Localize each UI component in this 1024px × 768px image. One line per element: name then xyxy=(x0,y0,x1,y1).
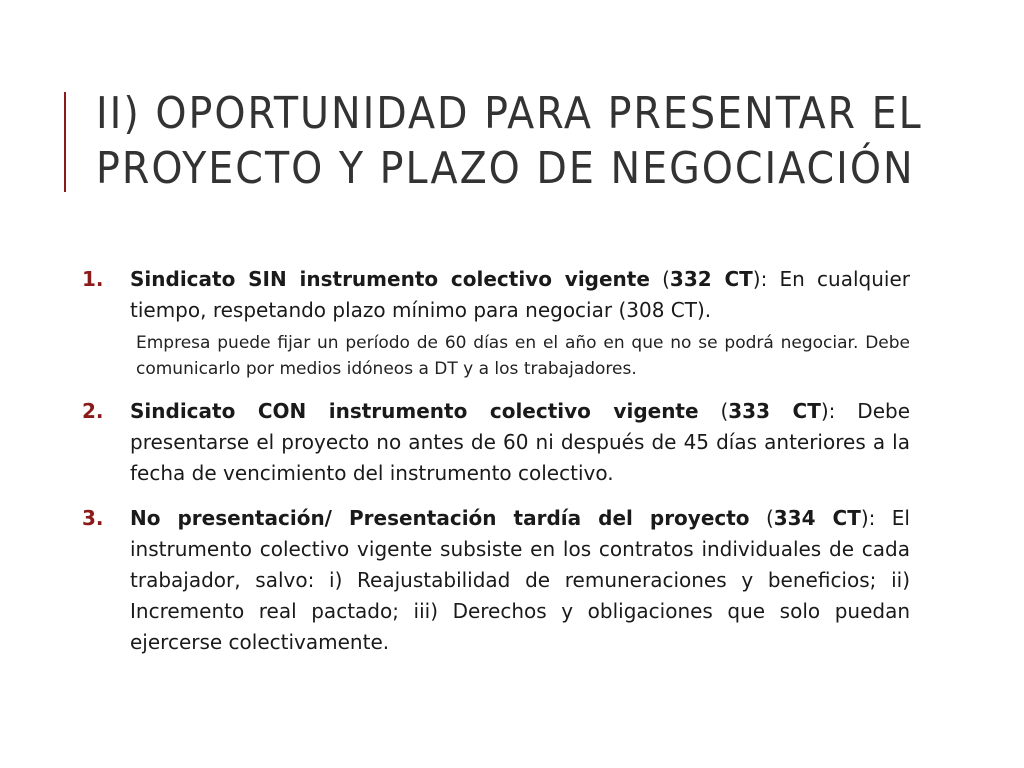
item-text: El instrumento colectivo vigente subsiste en los contratos individuales de cada trabajador, salvo: i) Reajustabilidad de remuneraciones y beneficios; ii) Incremento real pactado; iii) Derechos y obligaciones que solo puedan ejercerse colectivamente. xyxy=(130,506,910,654)
list-number: 1. xyxy=(82,267,104,291)
ref-open: ( xyxy=(698,399,729,423)
ref-open: ( xyxy=(649,267,670,291)
list-item-body xyxy=(130,264,910,382)
list-number: 3. xyxy=(82,506,104,530)
list-item-body xyxy=(130,503,910,658)
ref-close: ): xyxy=(752,267,768,291)
slide-content xyxy=(82,264,910,672)
list-item-subtext: Empresa puede fijar un período de 60 días en el año en que no se podrá negociar. Debe comunicarlo por medios idóneos a DT y a los trabajadores. xyxy=(136,333,910,379)
item-ref: 334 CT xyxy=(773,506,861,530)
item-lead: Sindicato SIN instrumento colectivo vigente xyxy=(130,267,650,291)
ref-close: ): xyxy=(860,506,876,530)
slide-title xyxy=(96,86,976,196)
slide-title-line-1: II) OPORTUNIDAD PARA PRESENTAR EL xyxy=(96,88,923,139)
item-ref: 332 CT xyxy=(669,267,753,291)
item-lead: No presentación/ Presentación tardía del proyecto xyxy=(130,506,750,530)
list-item-text xyxy=(130,503,910,658)
item-text: Debe presentarse el proyecto no antes de 60 ni después de 45 días anteriores a la fecha de vencimiento del instrumento colectivo. xyxy=(130,399,910,485)
title-accent-bar xyxy=(64,92,66,192)
slide-title-line-2: PROYECTO Y PLAZO DE NEGOCIACIÓN xyxy=(96,143,915,194)
list-item-2 xyxy=(82,396,910,489)
item-text: En cualquier tiempo, respetando plazo mínimo para negociar (308 CT). xyxy=(130,267,910,322)
list-item-text xyxy=(130,396,910,489)
ref-close: ): xyxy=(820,399,836,423)
ref-open: ( xyxy=(749,506,774,530)
item-ref: 333 CT xyxy=(728,399,821,423)
list-item-3 xyxy=(82,503,910,658)
item-lead: Sindicato CON instrumento colectivo vigente xyxy=(130,399,699,423)
list-item-text xyxy=(130,264,910,326)
list-item-1 xyxy=(82,264,910,382)
list-item-body xyxy=(130,396,910,489)
list-number: 2. xyxy=(82,399,104,423)
